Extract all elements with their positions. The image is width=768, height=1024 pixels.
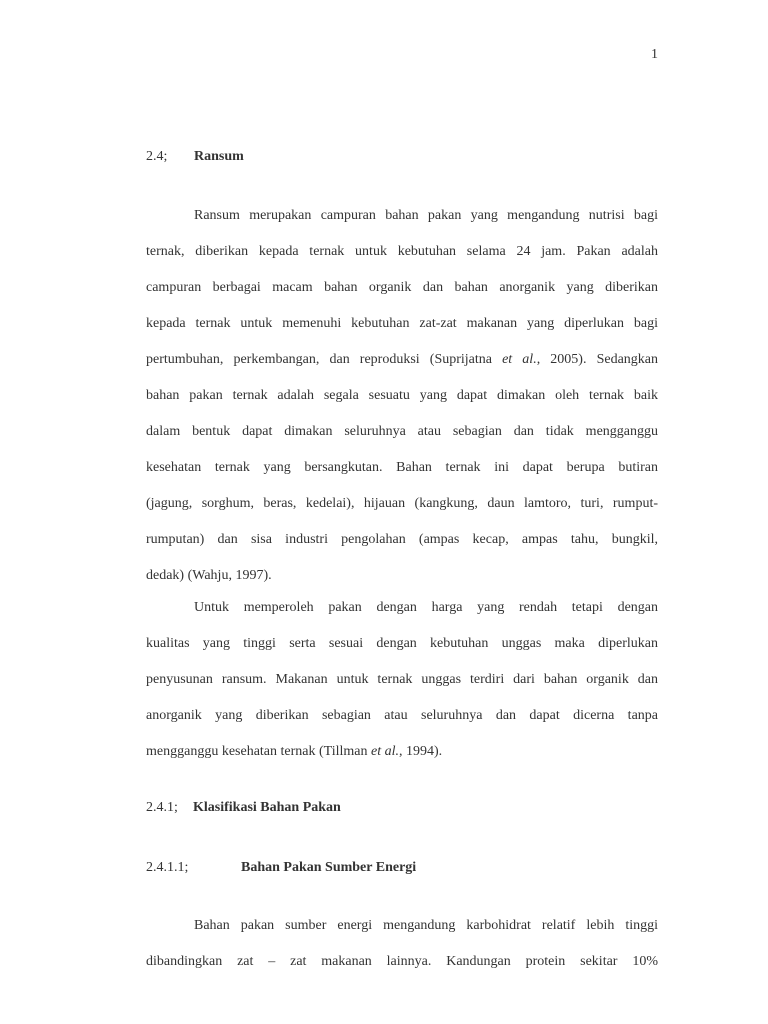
paragraph-ransum-2: [146, 590, 658, 770]
text-run: pertumbuhan, perkembangan, dan reproduksi (Suprijatna: [146, 352, 503, 367]
section-title: Ransum: [194, 149, 244, 164]
section-title: Klasifikasi Bahan Pakan: [193, 800, 341, 815]
section-number: 2.4;: [146, 149, 168, 164]
section-number: 2.4.1;: [146, 800, 178, 815]
section-heading-2-4: [146, 149, 244, 165]
text-line: [146, 734, 658, 770]
citation-et-al: et al.: [370, 744, 399, 759]
section-title: Bahan Pakan Sumber Energi: [241, 860, 417, 875]
text-line: kesehatan ternak yang bersangkutan. Bahan ternak ini dapat berupa butiran: [146, 460, 658, 475]
paragraph-ransum-1: [146, 198, 658, 594]
text-line: ternak, diberikan kepada ternak untuk kebutuhan selama 24 jam. Pakan adalah: [146, 244, 658, 259]
text-run: mengganggu kesehatan ternak (Tillman: [146, 744, 371, 759]
text-line: anorganik yang diberikan sebagian atau seluruhnya dan dapat dicerna tanpa: [146, 708, 658, 723]
text-line: Bahan pakan sumber energi mengandung karbohidrat relatif lebih tinggi: [194, 918, 658, 933]
citation-et-al: et al.: [502, 352, 537, 367]
text-line: (jagung, sorghum, beras, kedelai), hijauan (kangkung, daun lamtoro, turi, rumput-: [146, 496, 658, 511]
text-line: dibandingkan zat – zat makanan lainnya. Kandungan protein sekitar 10%: [146, 954, 658, 969]
text-line: [146, 342, 658, 378]
page-number: 1: [651, 47, 658, 62]
paragraph-sumber-energi: [146, 908, 658, 980]
text-line: bahan pakan ternak adalah segala sesuatu yang dapat dimakan oleh ternak baik: [146, 388, 658, 403]
text-line: kepada ternak untuk memenuhi kebutuhan zat-zat makanan yang diperlukan bagi: [146, 316, 658, 331]
section-heading-2-4-1-1: [146, 860, 417, 876]
text-line: Ransum merupakan campuran bahan pakan yang mengandung nutrisi bagi: [194, 208, 658, 223]
section-heading-2-4-1: [146, 800, 341, 816]
text-line: Untuk memperoleh pakan dengan harga yang rendah tetapi dengan: [194, 600, 658, 615]
text-line: dalam bentuk dapat dimakan seluruhnya atau sebagian dan tidak mengganggu: [146, 424, 658, 439]
text-line: dedak) (Wahju, 1997).: [146, 568, 272, 583]
text-line: penyusunan ransum. Makanan untuk ternak unggas terdiri dari bahan organik dan: [146, 672, 658, 687]
text-line: rumputan) dan sisa industri pengolahan (ampas kecap, ampas tahu, bungkil,: [146, 532, 658, 547]
text-line: campuran berbagai macam bahan organik dan bahan anorganik yang diberikan: [146, 280, 658, 295]
text-line: kualitas yang tinggi serta sesuai dengan kebutuhan unggas maka diperlukan: [146, 636, 658, 651]
section-number: 2.4.1.1;: [146, 860, 189, 875]
text-run: , 1994).: [398, 744, 443, 759]
text-run: , 2005). Sedangkan: [536, 352, 658, 367]
